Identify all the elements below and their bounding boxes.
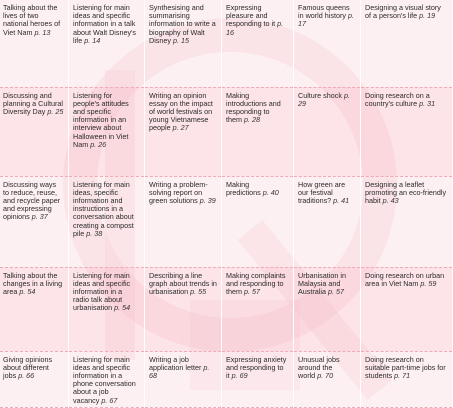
- table-cell: [145, 176, 222, 267]
- activity-text: Making complaints and responding to them: [226, 270, 286, 296]
- activity-text: Making predictions: [226, 179, 261, 197]
- activity-text: Discussing ways to reduce, reuse, and recycle paper and expressing opinions: [3, 179, 61, 222]
- activity-text: Doing research on a country's culture: [365, 90, 430, 108]
- table-cell: [361, 351, 453, 407]
- activity-text: Expressing anxiety and responding to it: [226, 354, 287, 380]
- table-cell: [69, 351, 145, 407]
- page-reference: p. 41: [333, 195, 350, 205]
- activity-text: Listening for main ideas and specific information in a talk about Walt Disney's life: [73, 3, 137, 45]
- table-cell: [222, 87, 294, 176]
- page-reference: p. 55: [190, 286, 207, 296]
- page-reference: p. 40: [262, 187, 279, 197]
- table-cell: [0, 351, 69, 407]
- table-cell: [0, 87, 69, 176]
- page-reference: p. 13: [34, 27, 51, 37]
- activity-text: Listening for people's attitudes and specific information in an interview about Halloween in Viet Nam: [73, 90, 129, 149]
- table-cell: [361, 0, 453, 87]
- page-reference: p. 54: [19, 286, 36, 296]
- table-cell: [145, 87, 222, 176]
- activity-text: Designing a leaflet promoting an eco-friendly habit: [365, 179, 447, 205]
- page-reference: p. 67: [101, 395, 118, 405]
- page-reference: p. 27: [172, 123, 189, 133]
- activity-text: Writing a problem-solving report on green solutions: [149, 179, 208, 205]
- activity-text: Unusual jobs around the world: [298, 354, 340, 380]
- page-reference: p. 66: [18, 370, 35, 380]
- page-reference: p. 59: [420, 278, 437, 288]
- page-reference: p. 37: [31, 212, 48, 222]
- table-cell: [145, 267, 222, 351]
- page-reference: p. 57: [327, 286, 344, 296]
- table-row: [0, 267, 453, 351]
- activity-text: Listening for main ideas, specific information and instructions in a conversation about creating a compost pile: [73, 179, 134, 238]
- page-reference: p. 25: [47, 106, 64, 116]
- page-reference: p. 54: [114, 303, 131, 313]
- table-cell: [294, 87, 361, 176]
- page-reference: p. 70: [317, 370, 334, 380]
- table-cell: [145, 351, 222, 407]
- activity-text: Writing a job application letter: [149, 354, 202, 372]
- activity-text: Expressing pleasure and responding to it: [226, 3, 276, 29]
- table-cell: [0, 176, 69, 267]
- page-reference: p. 15: [172, 35, 189, 45]
- activity-text: Writing an opinion essay on the impact of world festivals on young Vietnamese people: [149, 90, 213, 133]
- activity-text: Describing a line graph about trends in urbanisation: [149, 270, 217, 296]
- page-reference: p. 31: [419, 98, 436, 108]
- activity-text: Doing research on urban area in Viet Nam: [365, 270, 445, 288]
- page-reference: p. 16: [226, 19, 284, 37]
- table-row: [0, 176, 453, 267]
- activity-text: Designing a visual story of a person's life: [365, 3, 441, 21]
- table-cell: [69, 176, 145, 267]
- table-row: [0, 351, 453, 407]
- table-row: [0, 0, 453, 87]
- activity-text: Talking about the lives of two national heroes of Viet Nam: [3, 3, 61, 37]
- table-cell: [294, 351, 361, 407]
- activity-text: Famous queens in world history: [298, 3, 350, 21]
- page-reference: p. 43: [382, 195, 399, 205]
- page-reference: p. 39: [199, 195, 216, 205]
- page-reference: p. 26: [90, 139, 107, 149]
- table-cell: [145, 0, 222, 87]
- page-reference: p. 14: [84, 35, 101, 45]
- page-reference: p. 38: [86, 228, 103, 238]
- activity-text: Giving opinions about different jobs: [3, 354, 53, 380]
- table-cell: [222, 351, 294, 407]
- page-reference: p. 29: [298, 90, 350, 108]
- activity-text: Listening for main ideas and specific information in a radio talk about urbanisation: [73, 270, 131, 313]
- table-cell: [69, 267, 145, 351]
- activity-text: Urbanisation in Malaysia and Australia: [298, 270, 346, 296]
- table-cell: [294, 0, 361, 87]
- table-cell: [222, 267, 294, 351]
- activity-text: Talking about the changes in a living area: [3, 270, 63, 296]
- table-cell: [222, 176, 294, 267]
- table-cell: [294, 176, 361, 267]
- activity-text: Listening for main ideas and specific information in a phone conversation about a job vacancy: [73, 354, 136, 405]
- page-reference: p. 71: [394, 370, 411, 380]
- activity-text: Discussing and planning a Cultural Diversity Day: [3, 90, 63, 116]
- table-cell: [361, 176, 453, 267]
- page-reference: p. 19: [419, 11, 436, 21]
- activity-text: Making introductions and responding to them: [226, 90, 281, 125]
- table-cell: [69, 87, 145, 176]
- table-cell: [69, 0, 145, 87]
- activity-text: Culture shock: [298, 90, 342, 100]
- table-cell: [361, 87, 453, 176]
- table-cell: [0, 0, 69, 87]
- table-row: [0, 87, 453, 176]
- activity-text: Synthesising and summarising information to write a biography of Walt Disney: [149, 3, 216, 45]
- table-cell: [361, 267, 453, 351]
- page-reference: p. 69: [231, 370, 248, 380]
- activity-text: Doing research on suitable part-time jobs for students: [365, 354, 446, 380]
- table-cell: [222, 0, 294, 87]
- page-reference: p. 57: [243, 286, 260, 296]
- table-cell: [0, 267, 69, 351]
- page-reference: p. 68: [149, 362, 210, 380]
- table-cell: [294, 267, 361, 351]
- page-reference: p. 28: [243, 115, 260, 125]
- activity-text: How green are our festival traditions?: [298, 179, 346, 205]
- page-reference: p. 17: [298, 11, 354, 29]
